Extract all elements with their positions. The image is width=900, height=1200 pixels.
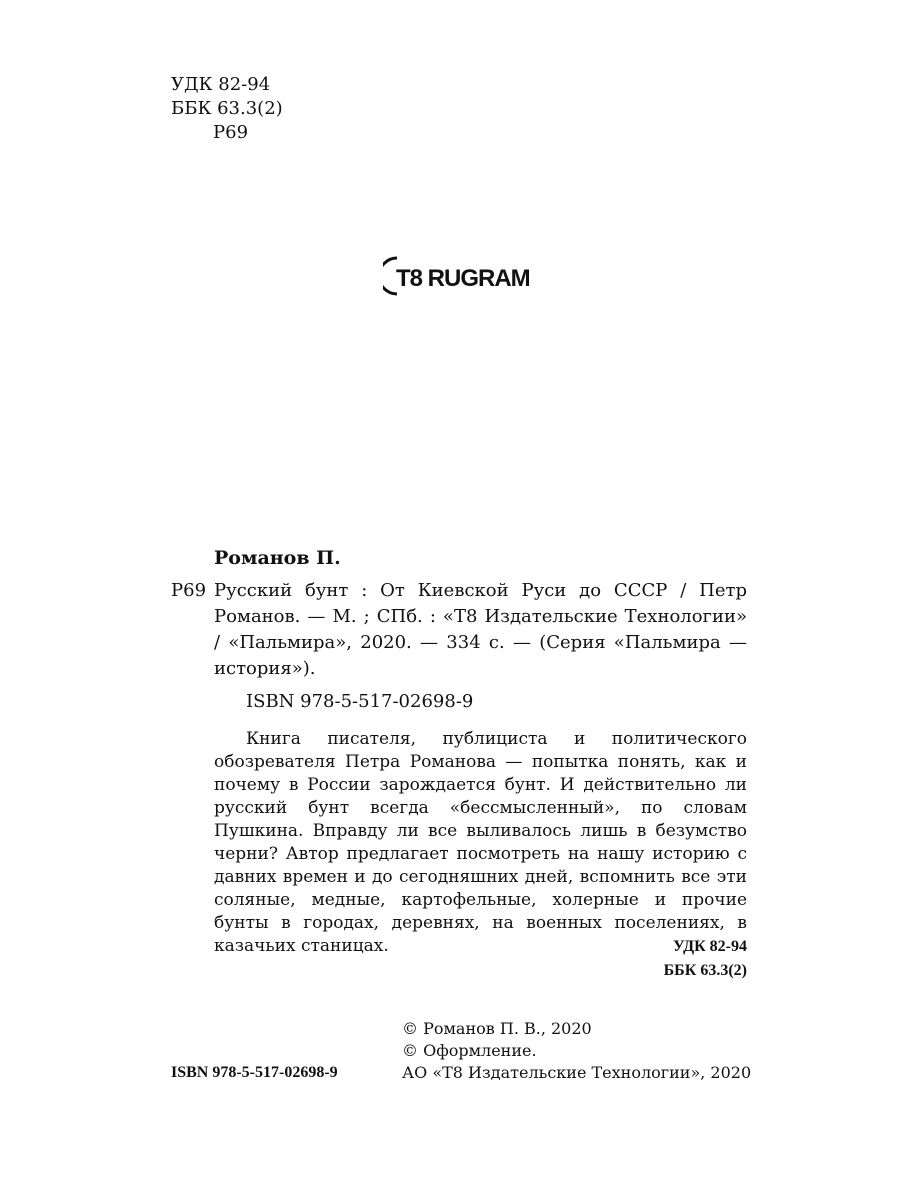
logo-text: T8 RUGRAM bbox=[396, 265, 530, 292]
entry-author: Романов П. bbox=[214, 547, 341, 569]
copyright-block bbox=[402, 1018, 752, 1084]
t8-rugram-logo-icon bbox=[383, 252, 533, 300]
classification-bottom bbox=[664, 935, 747, 983]
author-mark: Р69 bbox=[213, 122, 249, 143]
copyright-author: © Романов П. В., 2020 bbox=[402, 1019, 592, 1038]
classification-top bbox=[171, 73, 283, 145]
bibliography-text: Русский бунт : От Киевской Руси до СССР / Петр Романов. — М. ; СПб. : «Т8 Издательские Технологии» / «Пальмира», 2020. — 334 с. — (Серия «Пальмира — история»). bbox=[214, 580, 747, 679]
copyright-publisher: АО «Т8 Издательские Технологии», 2020 bbox=[402, 1063, 752, 1082]
isbn-bottom: ISBN 978-5-517-02698-9 bbox=[171, 1064, 338, 1081]
bbk-code: ББК 63.3(2) bbox=[171, 98, 283, 119]
udk-code: УДК 82-94 bbox=[171, 74, 271, 95]
copyright-design: © Оформление. bbox=[402, 1041, 537, 1060]
udk-code-bottom: УДК 82-94 bbox=[672, 938, 747, 955]
entry-isbn: ISBN 978-5-517-02698-9 bbox=[246, 691, 474, 712]
bibliographic-record bbox=[214, 578, 747, 682]
entry-author-mark: Р69 bbox=[171, 580, 207, 601]
bbk-code-bottom: ББК 63.3(2) bbox=[663, 962, 747, 979]
annotation-text: Книга писателя, публициста и политического обозревателя Петра Романова — попытка понять, как и почему в России зарождается бунт. И действительно ли русский бунт всегда «бессмысленный», по словам Пушкина. Вправду ли все выливалось лишь в безумство черни? Автор предлагает посмотреть на нашу историю с давних времен и до сегодняшних дней, вспомнить все эти соляные, медные, картофельные, холерные и прочие бунты в городах, деревнях, на военных поселениях, в казачьих станицах. bbox=[214, 729, 747, 956]
